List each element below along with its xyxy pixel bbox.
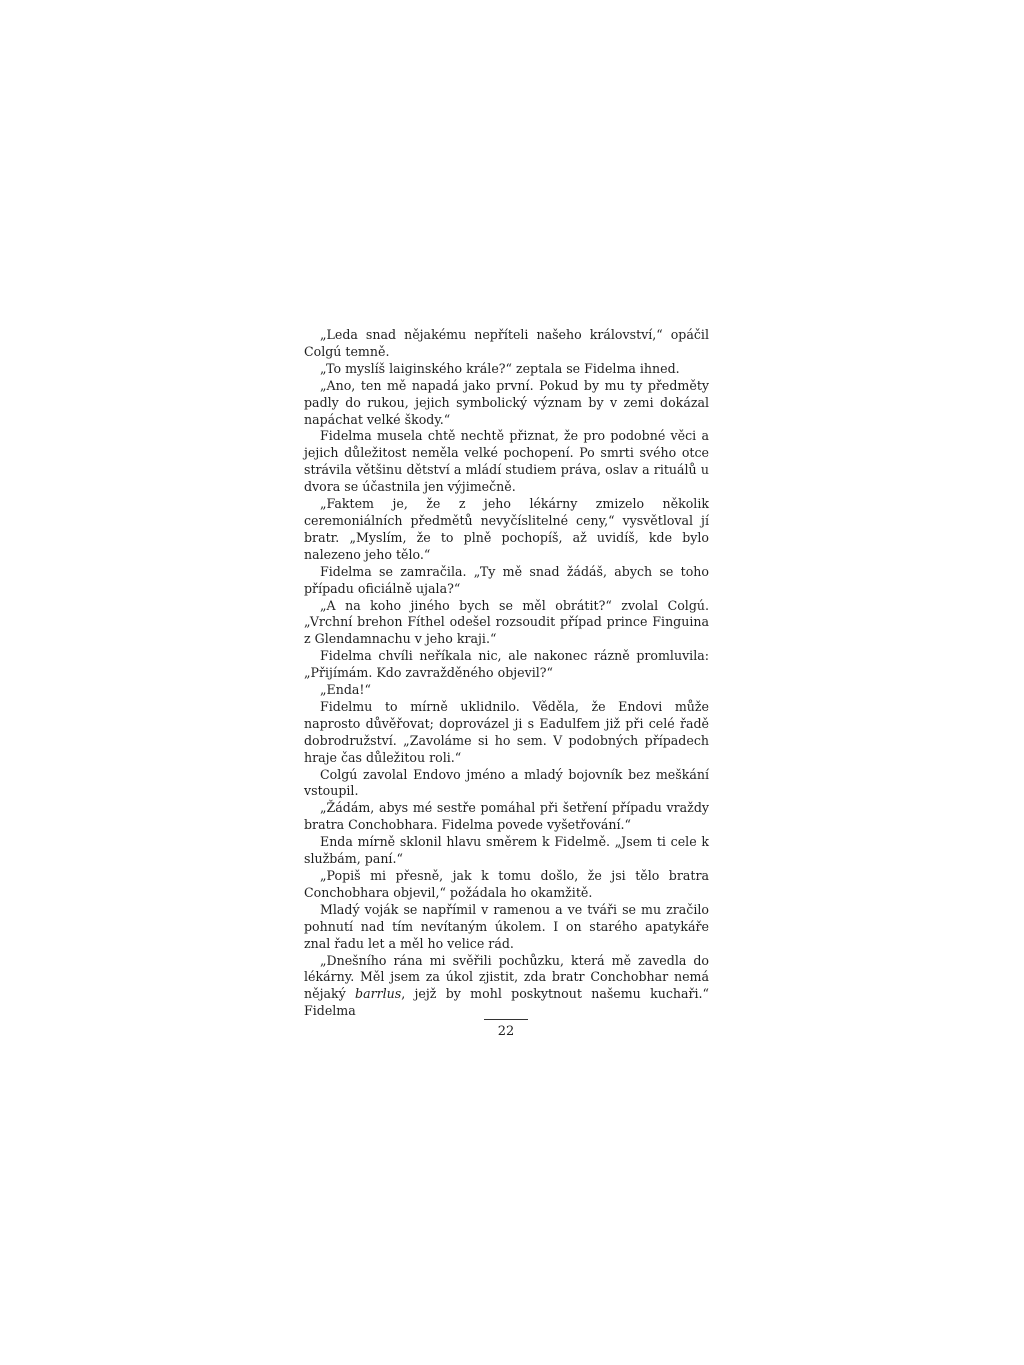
paragraph: Enda mírně sklonil hlavu směrem k Fidelmě. „Jsem ti cele k službám, paní.“ (304, 834, 709, 867)
paragraph: „To myslíš laiginského krále?“ zeptala se Fidelma ihned. (320, 360, 680, 376)
page-number: 22 (497, 1024, 515, 1039)
paragraph: Mladý voják se napřímil v ramenou a ve tváři se mu zračilo pohnutí nad tím nevítaným úkolem. I on starého apatykáře znal řadu let a měl ho velice rád. (304, 901, 709, 951)
paragraph: „Ano, ten mě napadá jako první. Pokud by mu ty předměty padly do rukou, jejich symbolický význam by v zemi dokázal napáchat velké škody.“ (304, 377, 709, 427)
body-text (304, 327, 709, 1020)
paragraph: „Faktem je, že z jeho lékárny zmizelo několik ceremoniálních předmětů nevyčíslitelné ceny,“ vysvětloval jí bratr. „Myslím, že to plně pochopíš, až uvidíš, kde bylo nalezeno jeho tělo.“ (304, 496, 709, 562)
paragraph: Fidelmu to mírně uklidnilo. Věděla, že Endovi může naprosto důvěřovat; doprovázel ji s Eadulfem již při celé řadě dobrodružství. „Zavoláme si ho sem. V podobných případech hraje čas důležitou roli.“ (304, 698, 709, 765)
paragraph: Fidelma chvíli neříkala nic, ale nakonec rázně promluvila: „Přijímám. Kdo zavražděného objevil?“ (304, 648, 709, 681)
paragraph: „A na koho jiného bych se měl obrátit?“ zvolal Colgú. „Vrchní brehon Fíthel odešel rozsoudit případ prince Finguina z Glendamnachu v jeho kraji.“ (304, 597, 709, 647)
paragraph: „Žádám, abys mé sestře pomáhal při šetření případu vraždy bratra Conchobhara. Fidelma povede vyšetřování.“ (304, 800, 709, 833)
paragraph: „Enda!“ (320, 682, 371, 698)
paragraph-last (304, 953, 709, 1021)
paragraph: Fidelma se zamračila. „Ty mě snad žádáš, abych se toho případu oficiálně ujala?“ (304, 563, 709, 596)
paragraph-last-end: , jejž by mohl poskytnout našemu kuchaři.“ Fidelma (304, 986, 709, 1019)
paragraph-last-start: „Dnešního rána mi svěřili pochůzku, která mě zavedla do lékárny. Měl jsem za úkol zjistit, zda bratr Conchobhar nemá nějaký (304, 952, 709, 1002)
paragraph: „Popiš mi přesně, jak k tomu došlo, že jsi tělo bratra Conchobhara objevil,“ požádala ho okamžitě. (304, 868, 709, 900)
italic-word: barrlus (355, 986, 402, 1002)
paragraph: Fidelma musela chtě nechtě přiznat, že pro podobné věci a jejich důležitost neměla velké pochopení. Po smrti svého otce strávila většinu dětství a mládí studiem práva, oslav a rituálů u dvora se účastnila jen výjimečně. (304, 428, 709, 495)
paragraph: Colgú zavolal Endovo jméno a mladý bojovník bez meškání vstoupil. (304, 766, 709, 799)
footer-rule (484, 1019, 528, 1020)
paragraph: „Leda snad nějakému nepříteli našeho království,“ opáčil Colgú temně. (304, 327, 709, 359)
